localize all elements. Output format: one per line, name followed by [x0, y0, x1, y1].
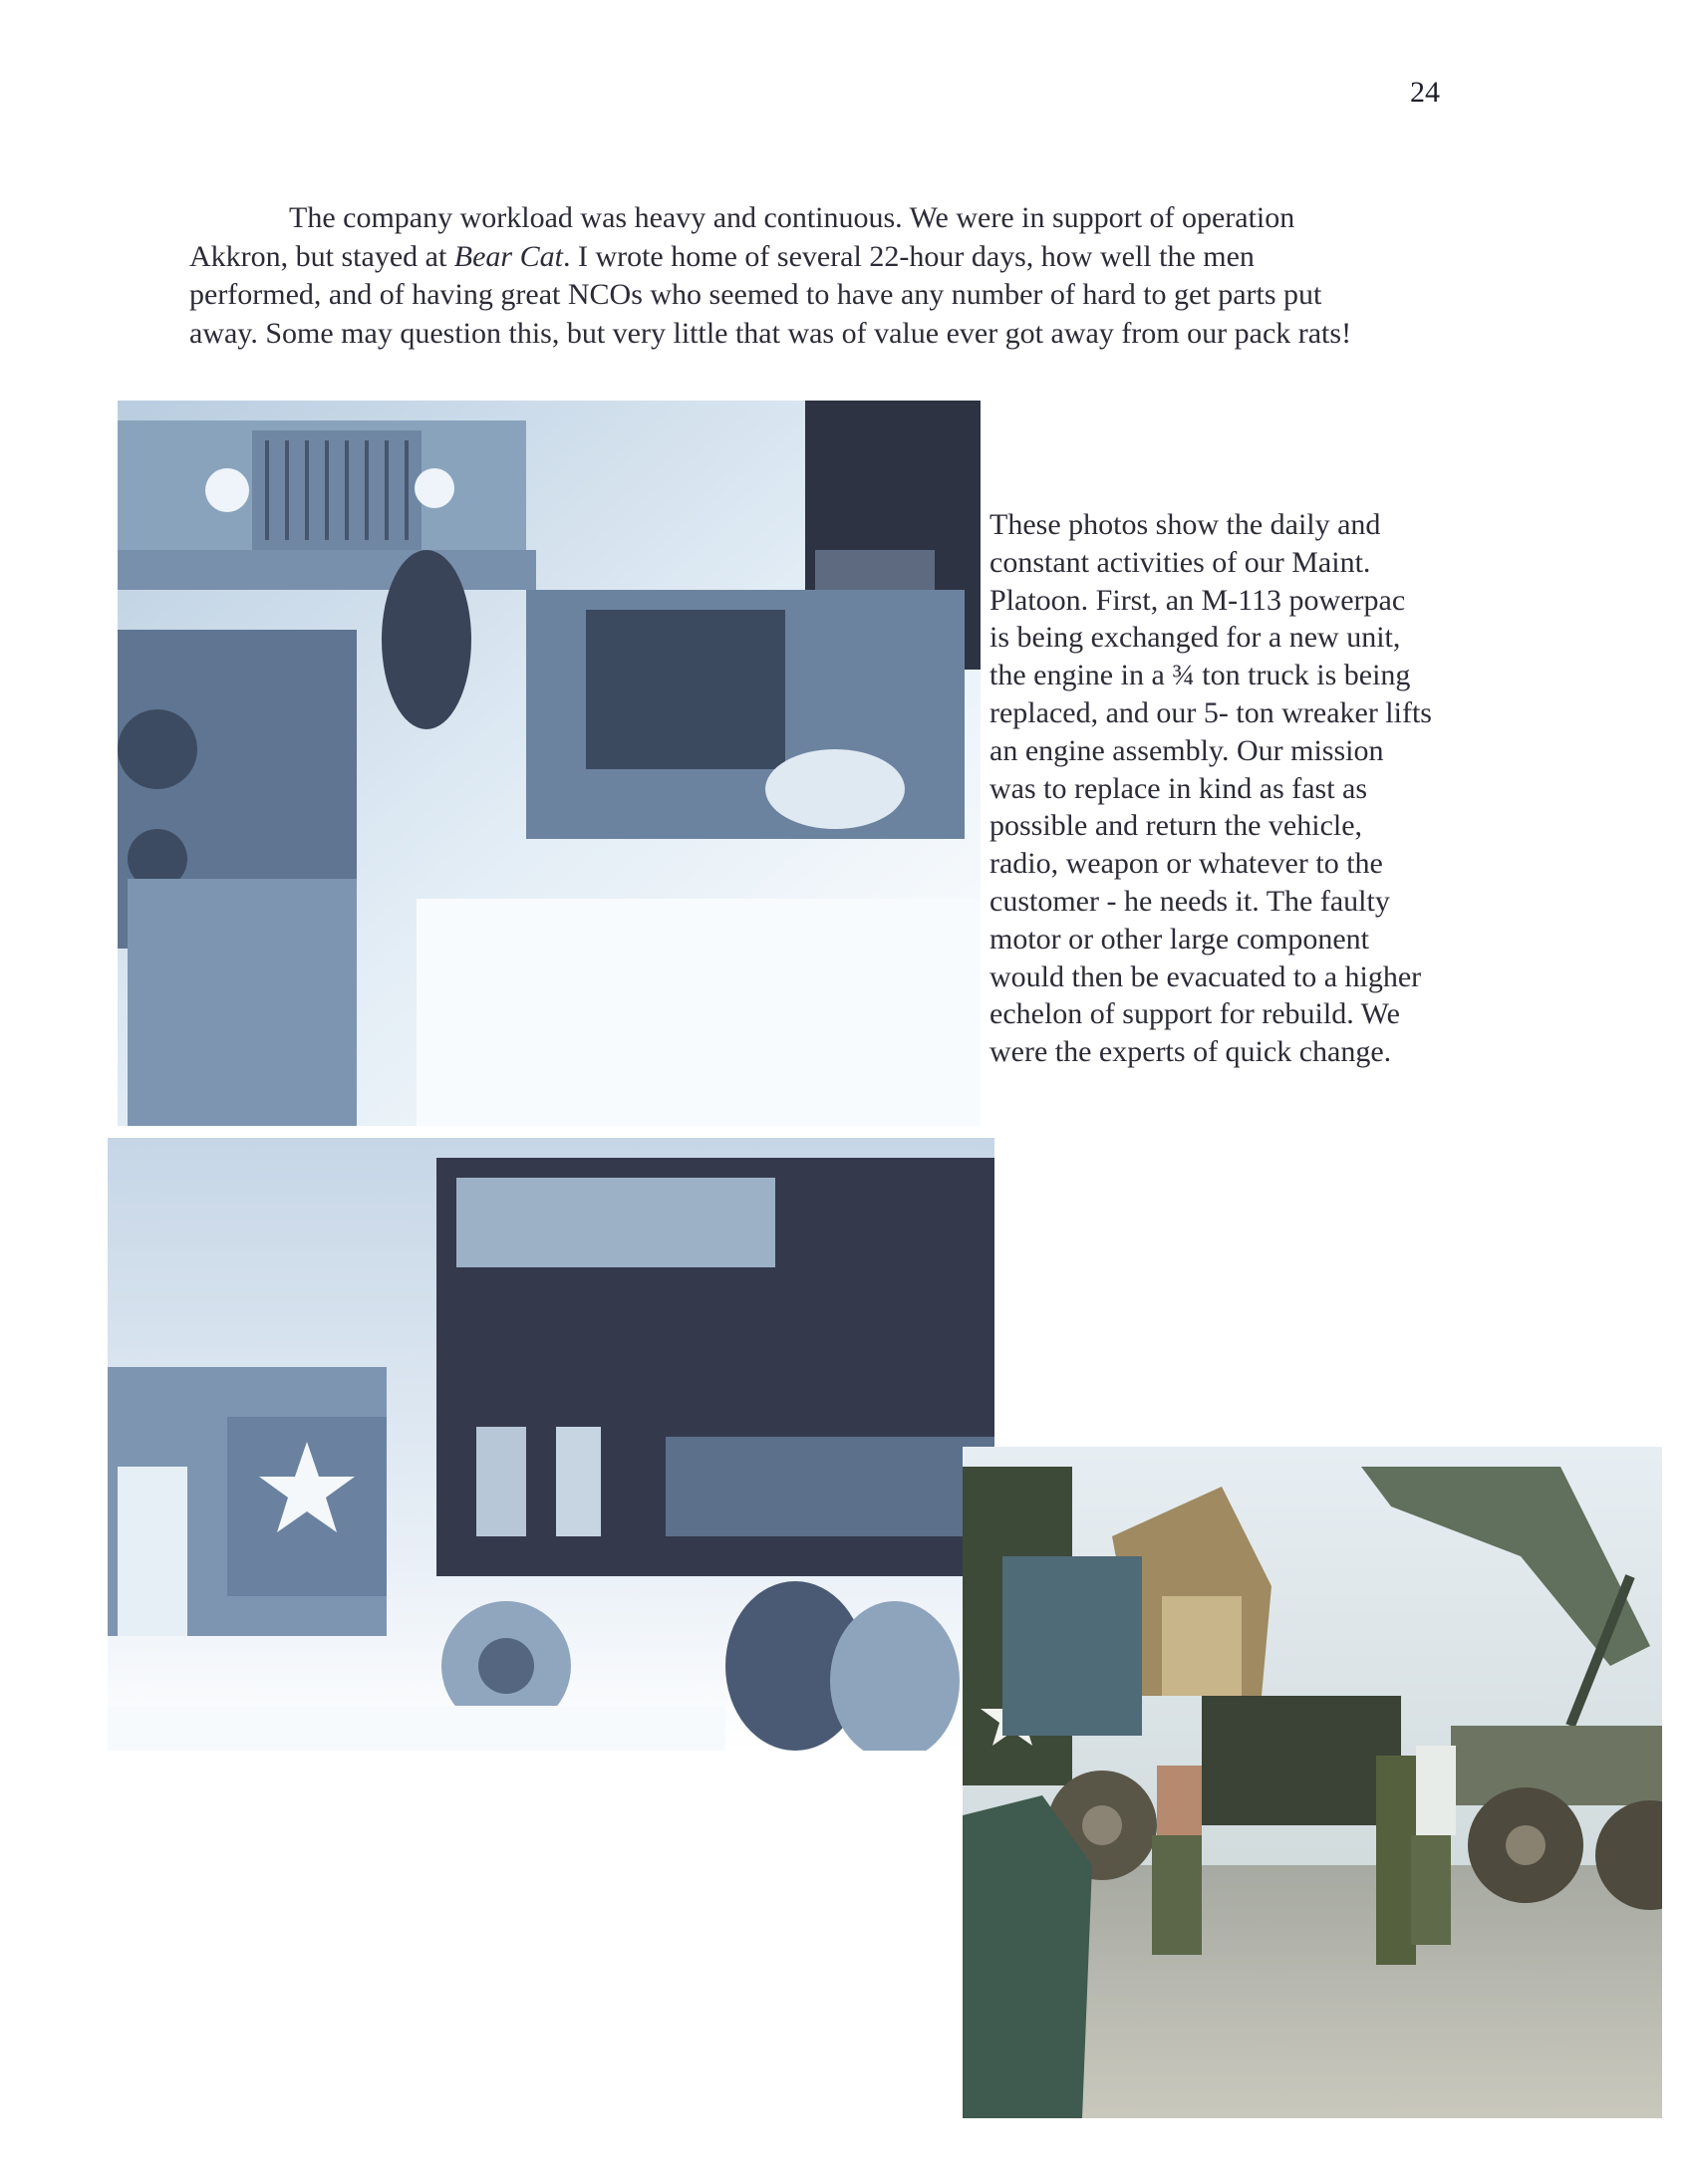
description-line: echelon of support for rebuild. We — [989, 997, 1400, 1031]
description-line: replaced, and our 5- ton wreaker lifts — [989, 695, 1432, 729]
description-line: constant activities of our Maint. — [989, 545, 1371, 579]
intro-line-text: . I wrote home of several 22-hour days, how well the men — [562, 239, 1255, 273]
photo-image — [118, 401, 981, 1126]
description-line: an engine assembly. Our mission — [989, 733, 1384, 767]
photo-description — [989, 506, 1508, 1071]
intro-line: performed, and of having great NCOs who seemed to have any number of hard to get parts put — [189, 278, 1322, 311]
intro-line-text: Akkron, but stayed at — [189, 239, 454, 273]
intro-line — [189, 238, 1525, 277]
description-line: would then be evacuated to a higher — [989, 959, 1422, 993]
description-line: radio, weapon or whatever to the — [989, 847, 1383, 881]
intro-line: The company workload was heavy and continuous. We were in support of operation — [289, 201, 1295, 234]
description-line: is being exchanged for a new unit, — [989, 621, 1401, 655]
photo-image — [963, 1447, 1662, 2118]
description-line: customer - he needs it. The faulty — [989, 884, 1390, 918]
photo-wrecker-engine-lift — [963, 1447, 1662, 2118]
page-number: 24 — [1410, 76, 1440, 109]
photo-image — [108, 1138, 994, 1751]
place-name: Bear Cat — [453, 239, 563, 273]
description-line: possible and return the vehicle, — [989, 809, 1363, 843]
description-line: was to replace in kind as fast as — [989, 771, 1368, 805]
description-line: were the experts of quick change. — [989, 1035, 1392, 1069]
description-line: Platoon. First, an M-113 powerpac — [989, 583, 1406, 617]
photo-powerpac-exchange — [118, 401, 981, 1126]
description-line: These photos show the daily and — [989, 508, 1381, 541]
photo-truck-engine-replacement — [108, 1138, 994, 1751]
description-line: the engine in a ¾ ton truck is being — [989, 659, 1411, 692]
description-line: motor or other large component — [989, 922, 1370, 956]
intro-paragraph — [189, 199, 1525, 353]
intro-line: away. Some may question this, but very little that was of value ever got away from our pack rats! — [189, 316, 1352, 350]
